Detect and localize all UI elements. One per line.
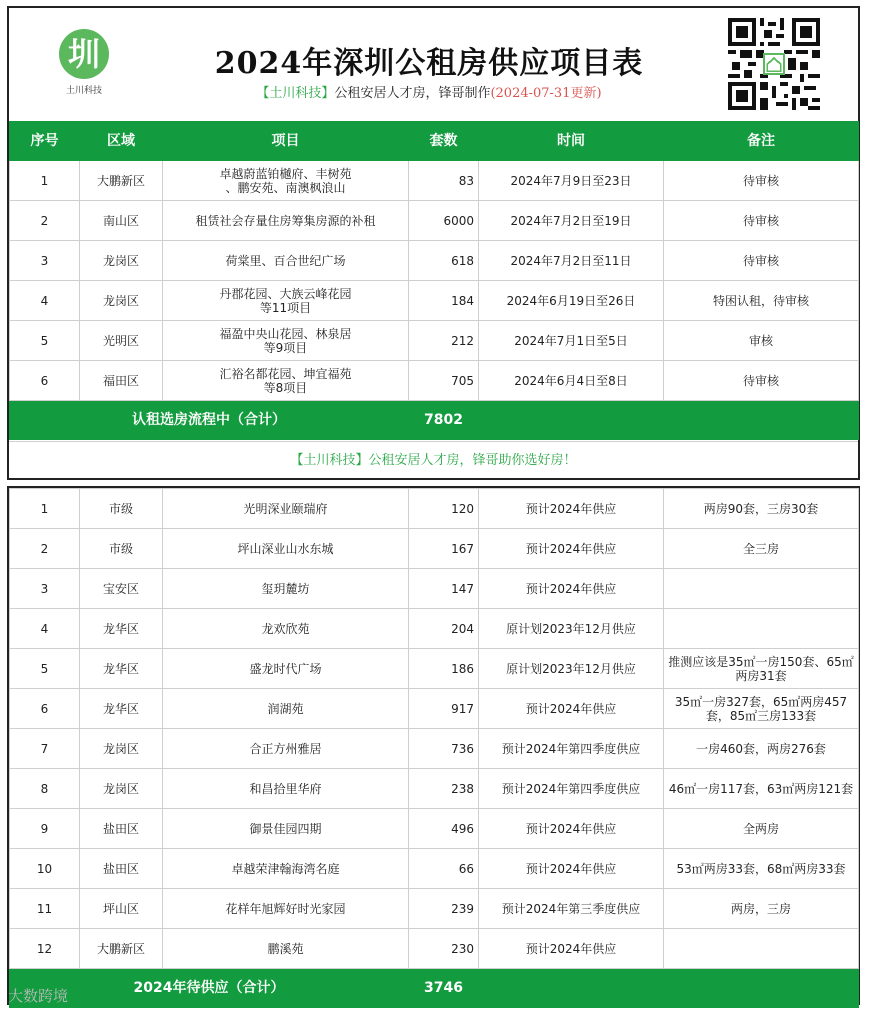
row-note: 待审核 [664,201,859,241]
table-row [10,809,859,849]
row-no: 12 [10,929,80,969]
row-note: 待审核 [664,161,859,201]
note-line-1: 一房460套，两房276套 [696,741,826,756]
row-area: 大鹏新区 [80,161,163,201]
table-row [10,281,859,321]
row-time: 预计2024年第三季度供应 [479,889,664,929]
table-row [10,161,859,201]
row-count: 184 [409,281,479,321]
row-time: 原计划2023年12月供应 [479,609,664,649]
row-project [163,201,409,241]
row-project: 鹏溪苑 [163,929,409,969]
total-label: 认租选房流程中（合计） [10,401,409,440]
row-no: 1 [10,161,80,201]
row-area: 盐田区 [80,849,163,889]
project-line-1: 丹郡花园、大族云峰花园 [219,286,352,301]
row-area: 大鹏新区 [80,929,163,969]
current-projects-panel [7,6,860,480]
column-header-time: 时间 [479,122,664,161]
row-project: 盛龙时代广场 [163,649,409,689]
table-row [10,769,859,809]
project-line-2: 等8项目 [263,380,308,395]
row-project [163,361,409,401]
row-no: 7 [10,729,80,769]
slogan-brand: 【土川科技】 [290,453,369,468]
row-note [664,889,859,929]
row-note: 审核 [664,321,859,361]
row-time: 预计2024年供应 [479,929,664,969]
row-time: 2024年6月4日至8日 [479,361,664,401]
project-line-2: 等11项目 [259,300,312,315]
row-count: 618 [409,241,479,281]
column-header-area: 区域 [80,122,163,161]
column-header-no: 序号 [10,122,80,161]
row-time: 2024年7月9日至23日 [479,161,664,201]
slogan-text: 公租安居人才房，锋哥助你选好房！ [368,453,577,468]
row-time: 原计划2023年12月供应 [479,649,664,689]
table-row [10,489,859,529]
table-row [10,729,859,769]
row-project: 花样年旭辉好时光家园 [163,889,409,929]
table-row [10,529,859,569]
row-count: 204 [409,609,479,649]
table-row [10,569,859,609]
row-count: 120 [409,489,479,529]
total-value: 3746 [409,969,479,1008]
subtitle-text: 公租安居人才房，锋哥制作 [334,86,491,101]
table-row [10,361,859,401]
row-project [163,281,409,321]
project-line-2: 、鹏安苑、南澳枫浪山 [225,180,346,195]
row-no: 3 [10,569,80,609]
row-time: 预计2024年供应 [479,489,664,529]
row-count: 230 [409,929,479,969]
row-area: 坪山区 [80,889,163,929]
row-note [664,689,859,729]
row-count: 66 [409,849,479,889]
qr-code-icon [728,18,820,110]
note-line-1: 两房，三房 [730,901,791,916]
row-no: 2 [10,201,80,241]
row-area: 宝安区 [80,569,163,609]
row-no: 4 [10,281,80,321]
total-row [10,401,859,440]
row-note: 特困认租，待审核 [664,281,859,321]
row-count: 238 [409,769,479,809]
project-line-1: 租赁社会存量住房筹集房源的补租 [195,213,376,228]
row-time: 预计2024年供应 [479,529,664,569]
row-time: 2024年7月1日至5日 [479,321,664,361]
project-line-2: 等9项目 [263,340,308,355]
row-time: 2024年6月19日至26日 [479,281,664,321]
page-title: 2024年深圳公租房供应项目表 [214,46,644,81]
row-no: 11 [10,889,80,929]
row-note [664,609,859,649]
note-line-1: 两房90套，三房30套 [703,501,819,516]
row-time: 预计2024年供应 [479,809,664,849]
row-note [664,769,859,809]
row-note [664,489,859,529]
row-no: 3 [10,241,80,281]
project-line-1: 卓越蔚蓝铂樾府、丰树苑 [219,166,352,181]
row-count: 705 [409,361,479,401]
total-label: 2024年待供应（合计） [10,969,409,1008]
table-header-row [10,122,859,161]
project-line-1: 荷棠里、百合世纪广场 [225,253,346,268]
row-project: 润湖苑 [163,689,409,729]
row-area: 南山区 [80,201,163,241]
table-row [10,889,859,929]
row-no: 6 [10,361,80,401]
table-row [10,849,859,889]
row-no: 5 [10,649,80,689]
row-time: 2024年7月2日至11日 [479,241,664,281]
row-count: 239 [409,889,479,929]
row-area: 市级 [80,529,163,569]
row-project: 合正方州雅居 [163,729,409,769]
total-spacer [479,401,859,440]
row-project [163,241,409,281]
row-time: 预计2024年第四季度供应 [479,729,664,769]
row-note: 待审核 [664,241,859,281]
row-note [664,729,859,769]
row-no: 8 [10,769,80,809]
row-count: 6000 [409,201,479,241]
row-project: 光明深业颐瑞府 [163,489,409,529]
note-line-1: 全两房 [742,821,779,836]
row-time: 预计2024年供应 [479,849,664,889]
row-project: 卓越荣津翰海湾名庭 [163,849,409,889]
table-row [10,649,859,689]
table-row [10,241,859,281]
row-no: 9 [10,809,80,849]
note-line-1: 35㎡一房327套，65㎡两房457 [674,694,848,709]
note-line-1: 53㎡两房33套，68㎡两房33套 [676,861,846,876]
row-area: 龙华区 [80,649,163,689]
table-row [10,929,859,969]
row-area: 盐田区 [80,809,163,849]
note-line-1: 推测应该是35㎡一房150套、65㎡ [668,654,854,669]
row-area: 龙华区 [80,609,163,649]
current-projects-table [9,121,859,440]
row-note [664,929,859,969]
row-no: 1 [10,489,80,529]
total-value: 7802 [409,401,479,440]
row-note [664,809,859,849]
row-count: 496 [409,809,479,849]
logo-icon: 圳 [59,29,109,79]
upcoming-projects-table [9,488,859,1008]
slogan [9,441,858,480]
row-project: 和昌拾里华府 [163,769,409,809]
row-count: 147 [409,569,479,609]
table-row [10,201,859,241]
column-header-count: 套数 [409,122,479,161]
row-area: 市级 [80,489,163,529]
note-line-2: 套，85㎡三房133套 [705,708,817,723]
row-time: 预计2024年第四季度供应 [479,769,664,809]
row-area: 龙岗区 [80,281,163,321]
table-row [10,609,859,649]
subtitle-brand: 【土川科技】 [256,86,335,101]
row-project [163,161,409,201]
row-count: 167 [409,529,479,569]
row-note [664,569,859,609]
total-spacer [479,969,859,1008]
table-row [10,689,859,729]
project-line-1: 汇裕名都花园、坤宜福苑 [219,366,352,381]
row-area: 龙岗区 [80,729,163,769]
row-area: 光明区 [80,321,163,361]
header [9,8,858,121]
row-project [163,321,409,361]
column-header-note: 备注 [664,122,859,161]
upcoming-projects-panel [7,486,860,1005]
row-time: 预计2024年供应 [479,689,664,729]
row-count: 917 [409,689,479,729]
row-no: 10 [10,849,80,889]
row-area: 龙华区 [80,689,163,729]
column-header-project: 项目 [163,122,409,161]
row-note [664,849,859,889]
watermark: 大数跨境 [8,987,69,1005]
note-line-1: 46㎡一房117套，63㎡两房121套 [668,781,854,796]
row-count: 736 [409,729,479,769]
row-no: 5 [10,321,80,361]
project-line-1: 福盈中央山花园、林泉居 [219,326,352,341]
row-time: 预计2024年供应 [479,569,664,609]
row-project: 龙欢欣苑 [163,609,409,649]
row-project: 御景佳园四期 [163,809,409,849]
row-note: 待审核 [664,361,859,401]
row-no: 4 [10,609,80,649]
table-row [10,321,859,361]
row-project: 坪山深业山水东城 [163,529,409,569]
note-line-2: 两房31套 [735,668,787,683]
row-count: 212 [409,321,479,361]
row-count: 186 [409,649,479,689]
total-row [10,969,859,1008]
row-count: 83 [409,161,479,201]
row-no: 2 [10,529,80,569]
row-project: 玺玥麓坊 [163,569,409,609]
row-note [664,529,859,569]
row-area: 龙岗区 [80,769,163,809]
page-subtitle [129,82,729,101]
logo-text: 土川科技 [65,86,102,96]
row-area: 福田区 [80,361,163,401]
note-line-1: 全三房 [742,541,779,556]
row-time: 2024年7月2日至19日 [479,201,664,241]
row-area: 龙岗区 [80,241,163,281]
row-no: 6 [10,689,80,729]
row-note [664,649,859,689]
subtitle-date: (2024-07-31更新) [490,86,602,101]
